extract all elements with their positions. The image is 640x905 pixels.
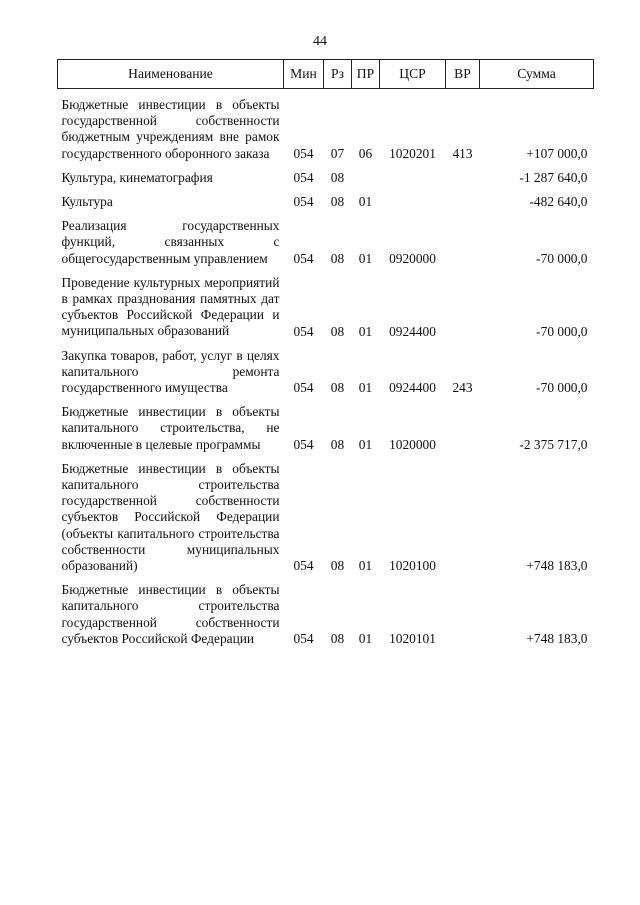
row-pr: 01: [358, 194, 373, 210]
row-csr: 1020100: [389, 558, 436, 574]
table-row: [58, 186, 594, 210]
row-name: Бюджетные инвестиции в объекты капитального строительства государственной собственности субъектов Российской Федерации (объекты капитального строительства собственности муниципальных образований): [61, 460, 280, 574]
row-pr: [352, 162, 380, 186]
row-sum: -482 640,0: [529, 194, 588, 210]
row-vr: [446, 574, 480, 647]
row-rz: 08: [330, 436, 345, 452]
row-min: 054: [293, 380, 314, 396]
row-pr: 01: [358, 323, 373, 339]
row-pr: 01: [358, 380, 373, 396]
row-csr: 0920000: [389, 250, 436, 266]
table-row: [58, 267, 594, 340]
row-min: 054: [293, 170, 314, 186]
row-csr: [380, 162, 446, 186]
row-pr: 01: [358, 558, 373, 574]
row-vr: [446, 162, 480, 186]
row-vr: [446, 396, 480, 453]
row-rz: 08: [330, 250, 345, 266]
table-row: [58, 574, 594, 647]
row-sum: -70 000,0: [536, 380, 588, 396]
header-csr: ЦСР: [380, 60, 446, 89]
header-min: Мин: [284, 60, 324, 89]
table-row: [58, 162, 594, 186]
row-min: 054: [293, 558, 314, 574]
row-sum: -1 287 640,0: [519, 170, 588, 186]
header-name: Наименование: [58, 60, 284, 89]
row-name: Культура: [61, 194, 113, 210]
header-pr: ПР: [352, 60, 380, 89]
row-rz: 08: [330, 170, 345, 186]
row-name: Бюджетные инвестиции в объекты капитального строительства, не включенные в целевые программы: [61, 404, 280, 452]
row-min: 054: [293, 323, 314, 339]
row-name: Культура, кинематография: [61, 169, 213, 185]
row-sum: +107 000,0: [526, 145, 588, 161]
table-row: [58, 89, 594, 162]
row-vr: [446, 453, 480, 574]
row-vr: 243: [452, 380, 473, 396]
row-vr: [446, 267, 480, 340]
table-header-row: [58, 60, 594, 89]
row-csr: [380, 186, 446, 210]
row-csr: 1020201: [389, 145, 436, 161]
row-name: Реализация государственных функций, связанных с общегосударственным управлением: [61, 218, 280, 266]
table-row: [58, 340, 594, 397]
header-sum: Сумма: [480, 60, 594, 89]
row-sum: -70 000,0: [536, 323, 588, 339]
table-row: [58, 453, 594, 574]
row-pr: 01: [358, 436, 373, 452]
row-name: Бюджетные инвестиции в объекты капитального строительства государственной собственности субъектов Российской Федерации: [61, 582, 280, 646]
row-sum: +748 183,0: [526, 558, 588, 574]
row-name: Бюджетные инвестиции в объекты государственной собственности бюджетным учреждениям вне рамок государственного оборонного заказа: [61, 97, 280, 161]
row-csr: 0924400: [389, 323, 436, 339]
row-name: Проведение культурных мероприятий в рамках празднования памятных дат субъектов Российской Федерации и муниципальных образований: [61, 274, 280, 339]
row-rz: 07: [330, 145, 345, 161]
row-vr: [446, 210, 480, 267]
row-rz: 08: [330, 631, 345, 647]
row-rz: 08: [330, 323, 345, 339]
row-min: 054: [293, 631, 314, 647]
table-row: [58, 210, 594, 267]
row-sum: +748 183,0: [526, 631, 588, 647]
row-csr: 1020101: [389, 631, 436, 647]
row-sum: -2 375 717,0: [519, 436, 588, 452]
budget-table: [57, 59, 594, 647]
row-sum: -70 000,0: [536, 250, 588, 266]
header-rz: Рз: [324, 60, 352, 89]
row-pr: 01: [358, 250, 373, 266]
row-pr: 06: [358, 145, 373, 161]
row-csr: 1020000: [389, 436, 436, 452]
row-min: 054: [293, 145, 314, 161]
row-vr: [446, 186, 480, 210]
row-min: 054: [293, 250, 314, 266]
row-min: 054: [293, 194, 314, 210]
row-rz: 08: [330, 558, 345, 574]
row-vr: 413: [452, 145, 473, 161]
row-pr: 01: [358, 631, 373, 647]
row-rz: 08: [330, 194, 345, 210]
row-csr: 0924400: [389, 380, 436, 396]
row-min: 054: [293, 436, 314, 452]
table-row: [58, 396, 594, 453]
row-name: Закупка товаров, работ, услуг в целях капитального ремонта государственного имущества: [61, 347, 280, 396]
row-rz: 08: [330, 380, 345, 396]
header-vr: ВР: [446, 60, 480, 89]
page-number: 44: [313, 34, 327, 49]
